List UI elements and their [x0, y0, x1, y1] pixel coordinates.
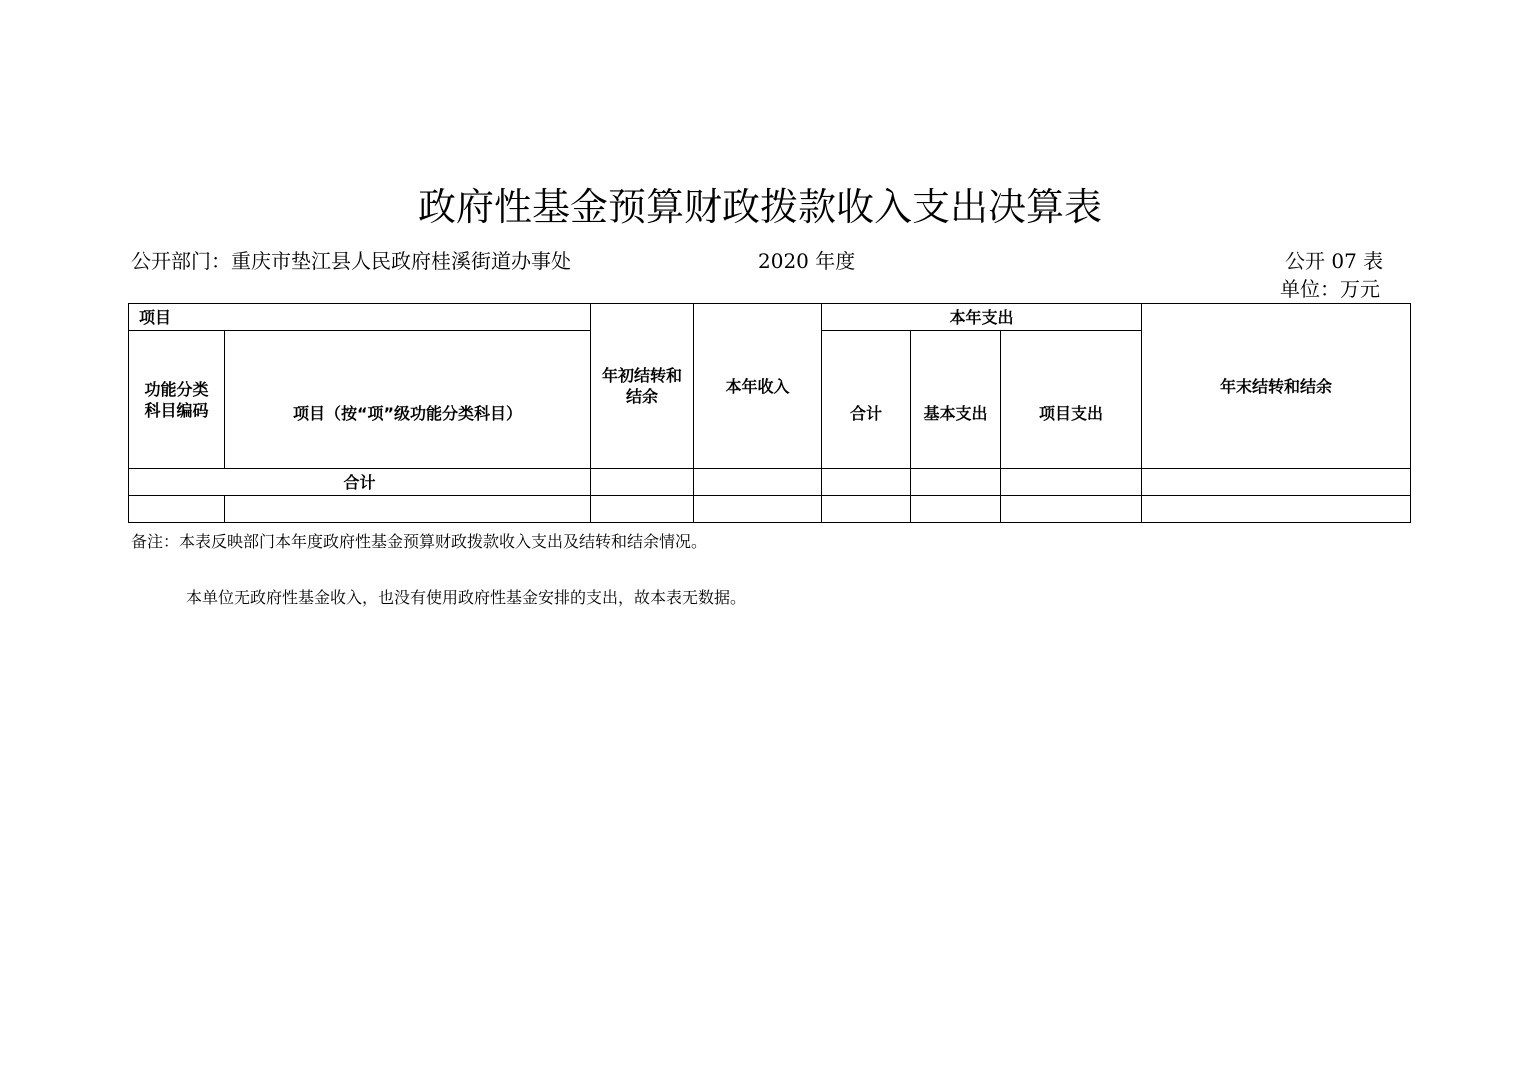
- total-label: 合计: [129, 469, 591, 496]
- total-basic-expense-cell: [911, 469, 1001, 496]
- empty-cell: [822, 496, 911, 523]
- table-header-row-1: [129, 304, 1411, 331]
- empty-cell: [1001, 496, 1142, 523]
- empty-cell: [225, 496, 591, 523]
- table-row: [129, 496, 1411, 523]
- empty-cell: [694, 496, 822, 523]
- total-expense-total-cell: [822, 469, 911, 496]
- header-project: 项目: [129, 304, 591, 331]
- header-opening-balance-text: 年初结转和结余: [602, 366, 683, 406]
- header-item-classification: 项目（按“项”级功能分类科目）: [225, 331, 591, 469]
- header-basic-expense: [911, 331, 1001, 469]
- header-annual-expense: 本年支出: [822, 304, 1142, 331]
- form-number-label: 公开 07 表: [1285, 249, 1384, 273]
- page-title: 政府性基金预算财政拨款收入支出决算表: [417, 185, 1102, 229]
- header-expense-total: 合计: [822, 331, 911, 469]
- table-row-total: [129, 469, 1411, 496]
- header-function-code: [129, 331, 225, 469]
- header-function-code-text: 功能分类科目编码: [144, 379, 209, 420]
- empty-cell: [1142, 496, 1411, 523]
- header-opening-balance: [591, 304, 694, 469]
- total-project-expense-cell: [1001, 469, 1142, 496]
- no-data-note: 本单位无政府性基金收入，也没有使用政府性基金安排的支出，故本表无数据。: [186, 588, 747, 607]
- unit-label: 单位：万元: [1280, 277, 1380, 301]
- total-income-cell: [694, 469, 822, 496]
- empty-cell: [911, 496, 1001, 523]
- header-annual-income: 本年收入: [694, 304, 822, 469]
- header-project-expense: 项目支出: [1001, 331, 1142, 469]
- empty-cell: [591, 496, 694, 523]
- empty-cell: [129, 496, 225, 523]
- budget-table: [128, 303, 1411, 523]
- total-closing-cell: [1142, 469, 1411, 496]
- department-label: 公开部门：重庆市垫江县人民政府桂溪街道办事处: [131, 249, 571, 273]
- fiscal-year-label: 2020 年度: [758, 249, 856, 273]
- header-closing-balance: 年末结转和结余: [1142, 304, 1411, 469]
- header-basic-expense-text: 基本支出: [923, 404, 988, 423]
- total-opening-cell: [591, 469, 694, 496]
- remark-note: 备注：本表反映部门本年度政府性基金预算财政拨款收入支出及结转和结余情况。: [131, 532, 708, 551]
